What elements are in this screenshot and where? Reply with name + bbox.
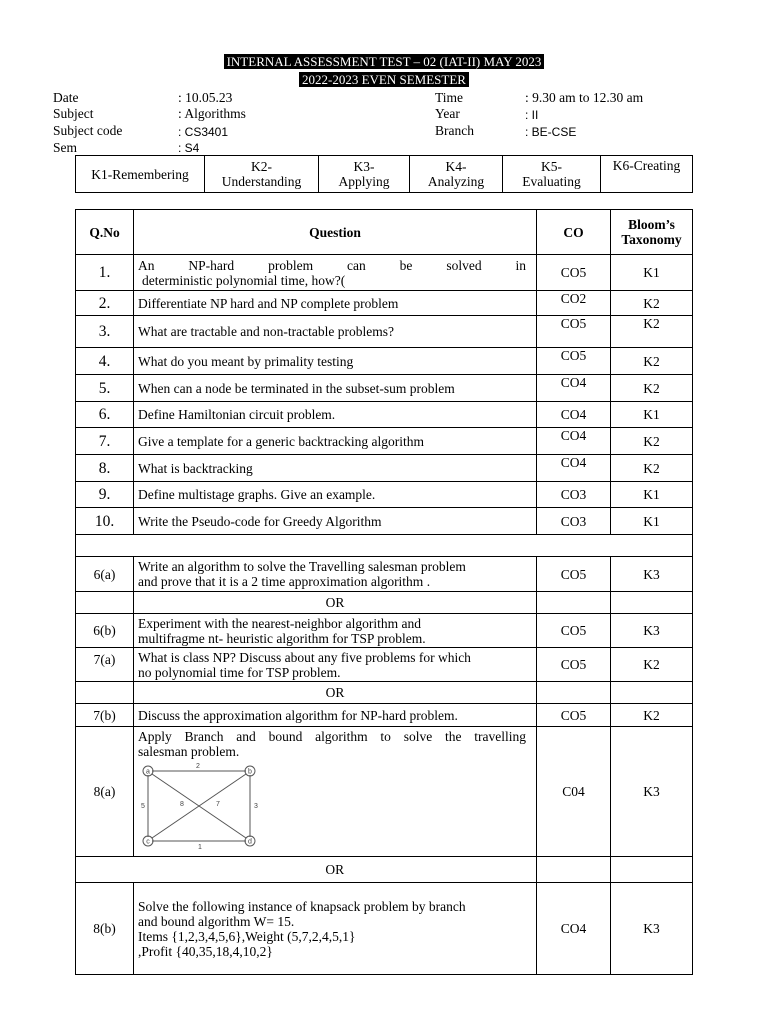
question-text: Solve the following instance of knapsack problem by branch and bound algorithm W= 15. Items {1,2,3,4,5,6},Weight (5,7,2,4,5,1} ,Profit {40,35,18,4,10,2} — [134, 883, 537, 975]
or-row — [76, 857, 693, 883]
table-row — [76, 455, 693, 482]
bloom-value: K1 — [611, 482, 693, 508]
question-text: When can a node be terminated in the subset-sum problem — [134, 375, 537, 402]
question-text: Apply Branch and bound algorithm to solve the travelling salesman problem. a b c d 2 5 8 7 3 1 — [134, 727, 537, 857]
or-row — [76, 592, 693, 614]
branch-value: : BE-CSE — [525, 125, 577, 139]
table-row — [76, 727, 693, 857]
or-text: OR — [134, 857, 537, 883]
co-value: CO5 — [537, 557, 611, 592]
header-question: Question — [134, 210, 537, 255]
question-number: 1. — [76, 255, 134, 291]
or-text: OR — [134, 592, 537, 614]
co-value: CO5 — [537, 704, 611, 727]
branch-label: Branch — [435, 123, 474, 138]
bloom-value: K3 — [611, 883, 693, 975]
table-row — [76, 508, 693, 535]
table-row — [76, 428, 693, 455]
edge-label-ad: 8 — [180, 801, 184, 808]
bloom-value: K2 — [611, 648, 693, 682]
node-label-c: c — [146, 838, 150, 846]
table-row — [76, 704, 693, 727]
bloom-value: K3 — [611, 557, 693, 592]
question-text: What is backtracking — [134, 455, 537, 482]
questions-table — [75, 209, 693, 975]
sem-label: Sem — [53, 140, 78, 155]
table-row — [76, 255, 693, 291]
level-k2: K2- Understanding — [205, 156, 319, 193]
time-value: : 9.30 am to 12.30 am — [525, 90, 644, 105]
table-row — [76, 648, 693, 682]
level-k6: K6-Creating — [601, 156, 693, 193]
question-number: 6(a) — [76, 557, 134, 592]
year-label: Year — [435, 106, 460, 121]
table-row — [76, 614, 693, 648]
table-row — [76, 557, 693, 592]
co-value: CO4 — [537, 402, 611, 428]
table-row — [76, 883, 693, 975]
question-text: Write the Pseudo-code for Greedy Algorithm — [134, 508, 537, 535]
co-value: CO4 — [537, 375, 611, 402]
question-text: What is class NP? Discuss about any five problems for which no polynomial time for TSP problem. — [134, 648, 537, 682]
question-number: 8(b) — [76, 883, 134, 975]
question-text: Define multistage graphs. Give an example. — [134, 482, 537, 508]
tsp-graph — [138, 763, 268, 851]
co-value: CO5 — [537, 316, 611, 348]
or-row — [76, 682, 693, 704]
co-value: CO5 — [537, 614, 611, 648]
question-number: 6. — [76, 402, 134, 428]
question-number: 10. — [76, 508, 134, 535]
question-number: 7. — [76, 428, 134, 455]
edge-label-bc: 7 — [216, 801, 220, 808]
co-value: CO2 — [537, 291, 611, 316]
edge-label-cd: 1 — [198, 844, 202, 851]
bloom-value: K1 — [611, 402, 693, 428]
knowledge-levels-table — [75, 155, 693, 193]
level-k3: K3- Applying — [319, 156, 410, 193]
question-number: 8. — [76, 455, 134, 482]
sem-value: : S4 — [178, 141, 200, 155]
header-qno: Q.No — [76, 210, 134, 255]
header-co: CO — [537, 210, 611, 255]
bloom-value: K2 — [611, 704, 693, 727]
co-value: CO3 — [537, 482, 611, 508]
question-text: Experiment with the nearest-neighbor algorithm and multifragme nt- heuristic algorithm for TSP problem. — [134, 614, 537, 648]
subject-label: Subject — [53, 106, 94, 121]
co-value: CO4 — [537, 428, 611, 455]
level-k4: K4- Analyzing — [410, 156, 503, 193]
node-label-a: a — [146, 768, 150, 776]
bloom-value: K2 — [611, 428, 693, 455]
question-text: An NP-hard problem can be solved in deterministic polynomial time, how?( — [134, 255, 537, 291]
or-text: OR — [134, 682, 537, 704]
subject-value: : Algorithms — [178, 106, 246, 121]
time-label: Time — [435, 90, 464, 105]
subject-code-value: : CS3401 — [178, 125, 229, 139]
table-row — [76, 316, 693, 348]
question-number: 5. — [76, 375, 134, 402]
co-value: CO5 — [537, 648, 611, 682]
node-label-d: d — [248, 838, 252, 846]
question-text: Discuss the approximation algorithm for NP-hard problem. — [134, 704, 537, 727]
question-number: 6(b) — [76, 614, 134, 648]
question-text: Write an algorithm to solve the Travelling salesman problem and prove that it is a 2 time approximation algorithm . — [134, 557, 537, 592]
bloom-value: K2 — [611, 375, 693, 402]
test-title: INTERNAL ASSESSMENT TEST – 02 (IAT-II) MAY 2023 — [0, 53, 768, 71]
question-number: 9. — [76, 482, 134, 508]
year-value: : II — [525, 108, 539, 122]
question-number: 4. — [76, 348, 134, 375]
table-row — [76, 402, 693, 428]
table-row — [76, 482, 693, 508]
table-row — [76, 348, 693, 375]
bloom-value: K2 — [611, 455, 693, 482]
bloom-value: K1 — [611, 508, 693, 535]
table-row — [76, 291, 693, 316]
bloom-value: K2 — [611, 291, 693, 316]
level-k1: K1-Remembering — [76, 156, 205, 193]
edge-label-bd: 3 — [254, 803, 258, 810]
co-value: CO5 — [537, 255, 611, 291]
table-header-row — [76, 210, 693, 255]
question-text: What do you meant by primality testing — [134, 348, 537, 375]
question-number: 3. — [76, 316, 134, 348]
bloom-value: K3 — [611, 727, 693, 857]
question-number: 8(a) — [76, 727, 134, 857]
co-value: CO4 — [537, 883, 611, 975]
co-value: CO5 — [537, 348, 611, 375]
bloom-value: K2 — [611, 316, 693, 348]
blank-row — [76, 535, 693, 557]
co-value: CO4 — [537, 455, 611, 482]
bloom-value: K2 — [611, 348, 693, 375]
question-number: 2. — [76, 291, 134, 316]
edge-label-ab: 2 — [196, 763, 200, 770]
co-value: C04 — [537, 727, 611, 857]
question-number: 7(a) — [76, 648, 134, 682]
semester-title: 2022-2023 EVEN SEMESTER — [0, 71, 768, 89]
subject-code-label: Subject code — [53, 123, 123, 138]
question-text: What are tractable and non-tractable problems? — [134, 316, 537, 348]
bloom-value: K1 — [611, 255, 693, 291]
date-value: : 10.05.23 — [178, 90, 233, 105]
date-label: Date — [53, 90, 79, 105]
header-bloom: Bloom’s Taxonomy — [611, 210, 693, 255]
question-number: 7(b) — [76, 704, 134, 727]
question-text: Define Hamiltonian circuit problem. — [134, 402, 537, 428]
bloom-value: K3 — [611, 614, 693, 648]
question-text: Differentiate NP hard and NP complete problem — [134, 291, 537, 316]
table-row — [76, 375, 693, 402]
edge-label-ac: 5 — [141, 803, 145, 810]
co-value: CO3 — [537, 508, 611, 535]
question-text: Give a template for a generic backtracking algorithm — [134, 428, 537, 455]
level-k5: K5- Evaluating — [503, 156, 601, 193]
node-label-b: b — [248, 768, 252, 776]
